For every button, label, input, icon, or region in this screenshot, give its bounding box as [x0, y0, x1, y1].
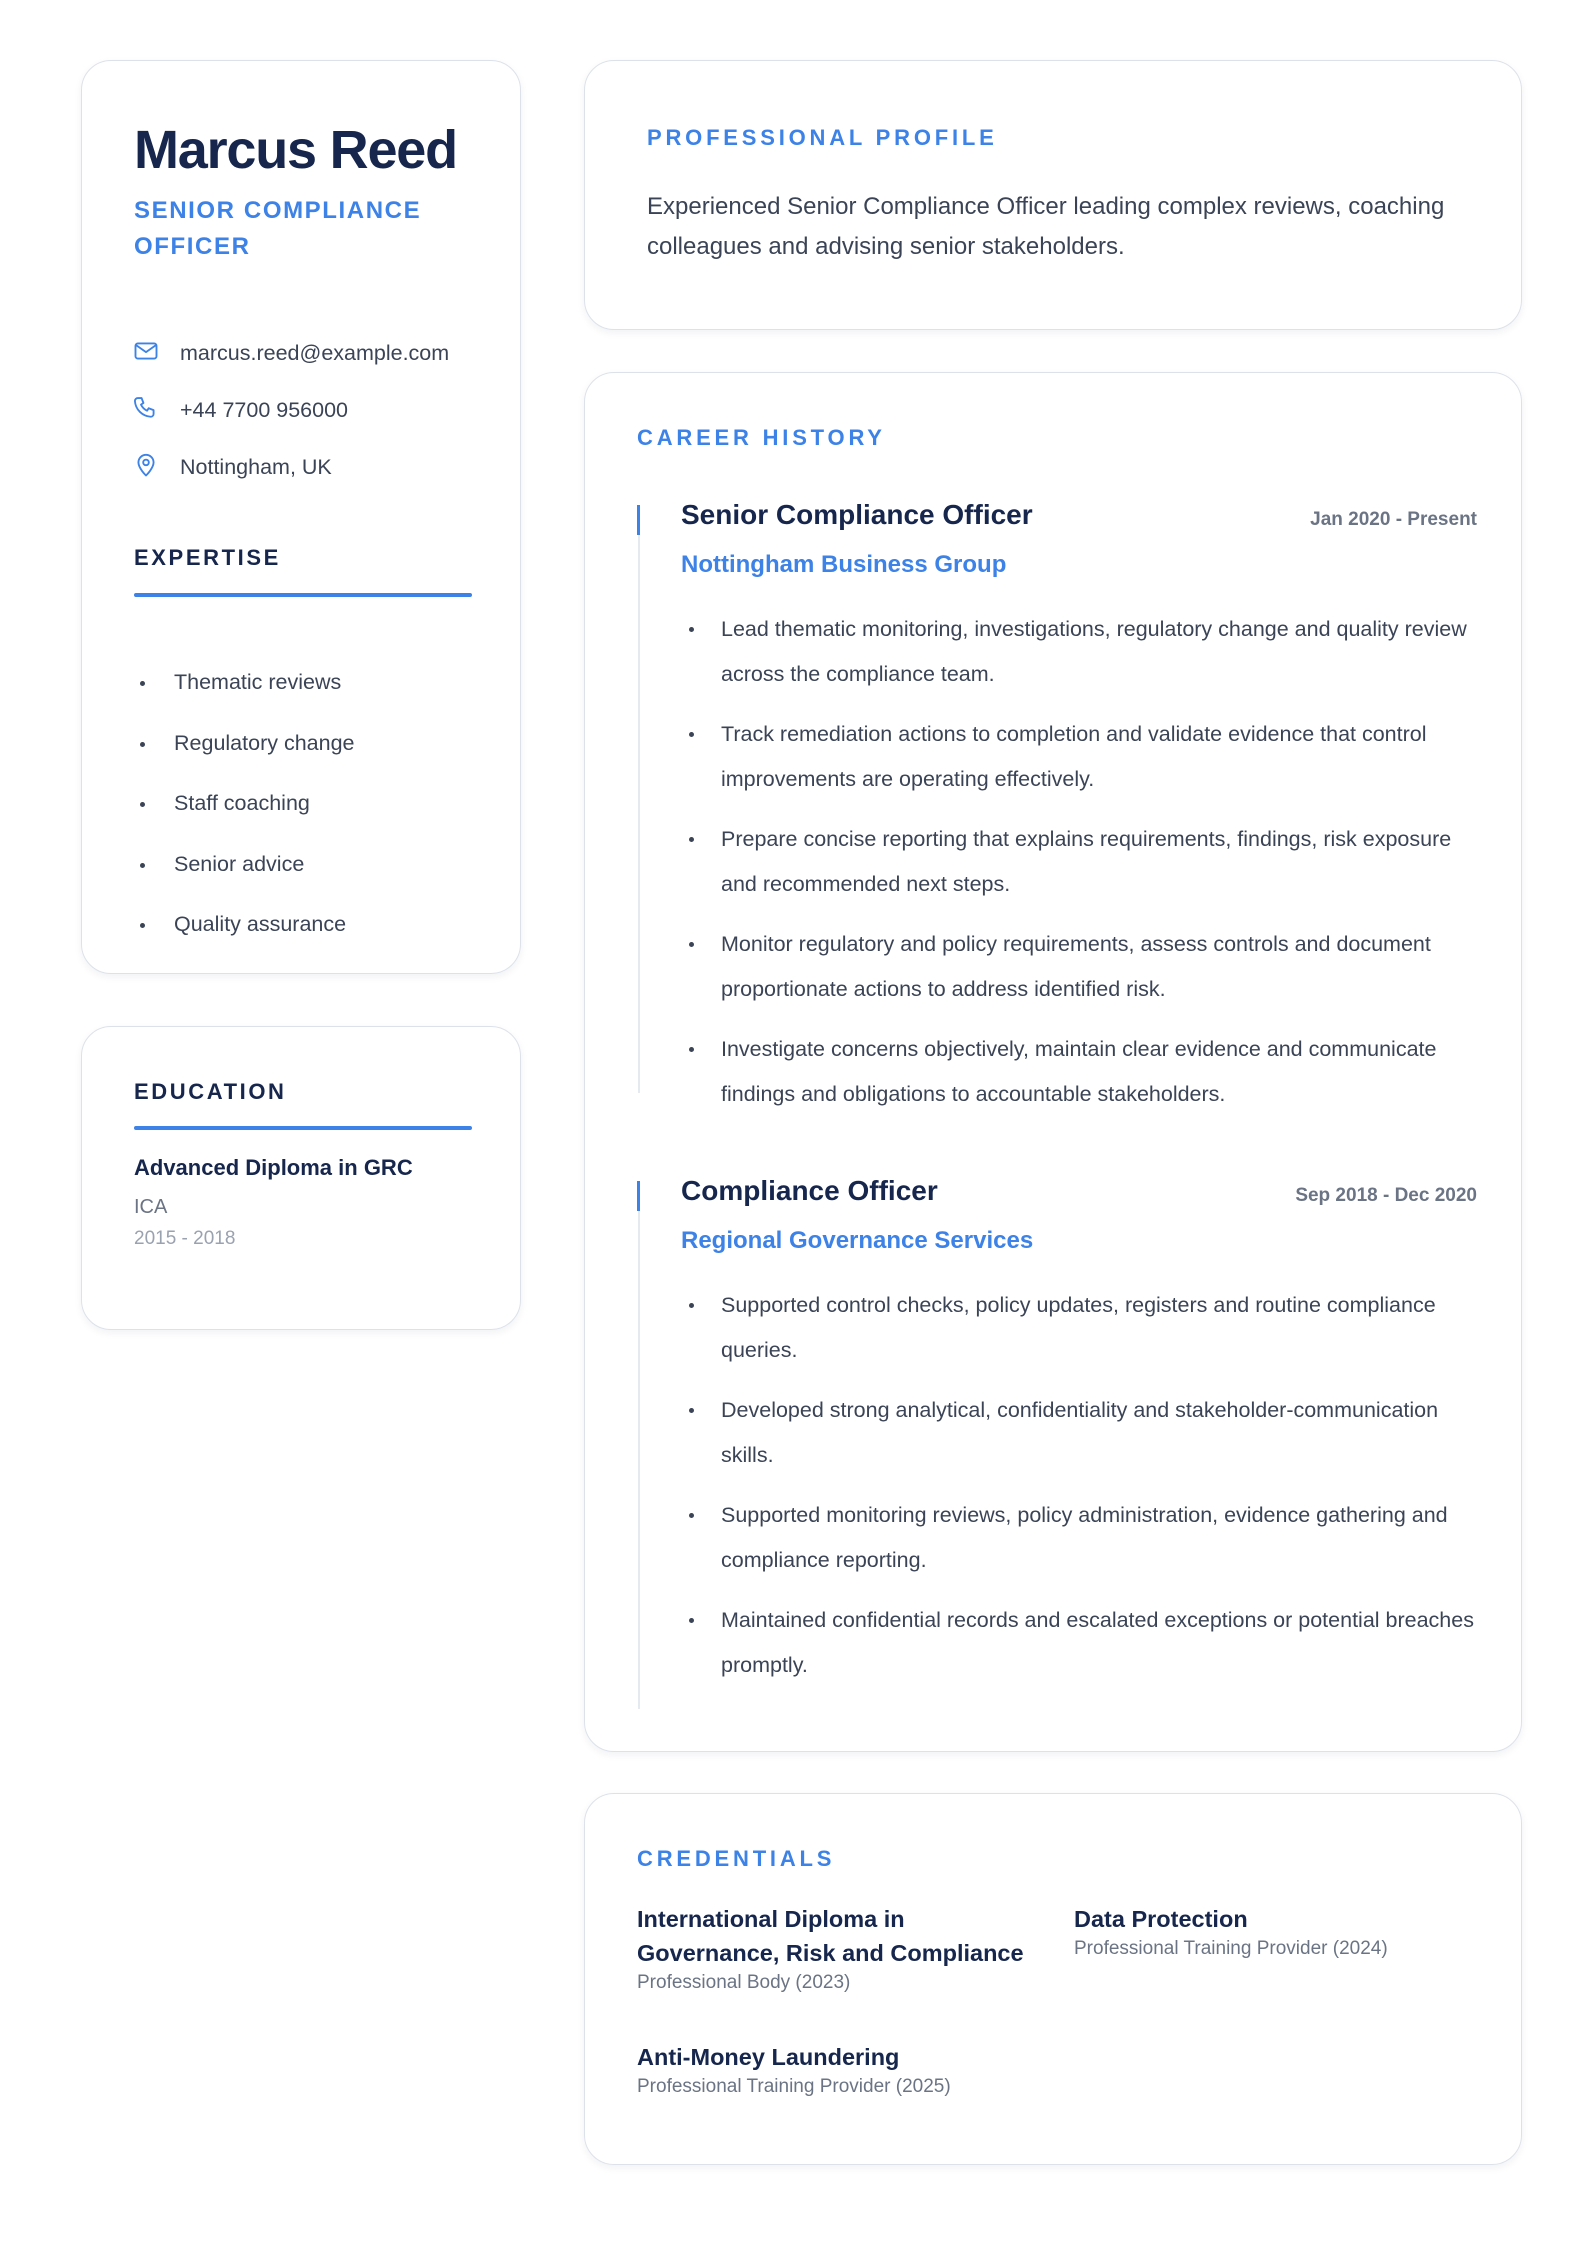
phone-icon: [132, 394, 180, 428]
credential-item: [637, 2040, 1037, 2098]
job-timeline-line: [638, 535, 640, 1093]
contact-phone[interactable]: [132, 382, 492, 439]
job-title: Compliance Officer: [681, 1175, 938, 1206]
contact-location-text: Nottingham, UK: [180, 455, 332, 479]
expertise-heading: EXPERTISE: [134, 545, 281, 570]
contact-phone-text: +44 7700 956000: [180, 398, 348, 422]
job-bullets: [681, 607, 1477, 1132]
job-bullet: Track remediation actions to completion and validate evidence that control improvements are operating effectively.: [681, 712, 1477, 801]
expertise-item: Senior advice: [134, 852, 464, 913]
credential-meta: Professional Body (2023): [637, 1972, 851, 1993]
mail-icon: [132, 337, 180, 371]
expertise-item: Regulatory change: [134, 731, 464, 792]
credential-name: Data Protection: [1074, 1906, 1248, 1932]
job-company: Regional Governance Services: [681, 1227, 1034, 1254]
location-pin-icon: [132, 451, 180, 485]
job-dates: Sep 2018 - Dec 2020: [1295, 1185, 1477, 1206]
job-bullet: Prepare concise reporting that explains requirements, findings, risk exposure and recommended next steps.: [681, 817, 1477, 906]
credential-meta: Professional Training Provider (2024): [1074, 1938, 1388, 1959]
expertise-list: [134, 670, 464, 973]
job-bullets: [681, 1283, 1477, 1703]
summary-heading: PROFESSIONAL PROFILE: [647, 125, 998, 150]
credential-name: Anti-Money Laundering: [637, 2044, 900, 2070]
job-bullet: Supported monitoring reviews, policy administration, evidence gathering and compliance reporting.: [681, 1493, 1477, 1582]
job-bullet: Developed strong analytical, confidentiality and stakeholder-communication skills.: [681, 1388, 1477, 1477]
candidate-name: Marcus Reed: [134, 120, 457, 180]
education-heading: EDUCATION: [134, 1079, 287, 1104]
education-card: [81, 1026, 521, 1330]
contact-email-text: marcus.reed@example.com: [180, 341, 450, 365]
job-bullet: Supported control checks, policy updates, registers and routine compliance queries.: [681, 1283, 1477, 1372]
job-bullet: Investigate concerns objectively, maintain clear evidence and communicate findings and obligations to accountable stakeholders.: [681, 1027, 1477, 1116]
credential-meta: Professional Training Provider (2025): [637, 2076, 951, 2097]
expertise-divider: [134, 593, 472, 597]
job-bullet: Monitor regulatory and policy requirements, assess controls and document proportionate actions to address identified risk.: [681, 922, 1477, 1011]
expertise-item: Staff coaching: [134, 791, 464, 852]
education-years: 2015 - 2018: [134, 1228, 236, 1249]
credential-item: [1074, 1902, 1474, 1960]
profile-card: [81, 60, 521, 974]
credentials-heading: CREDENTIALS: [637, 1846, 836, 1871]
job-bullet: Lead thematic monitoring, investigations, regulatory change and quality review across the compliance team.: [681, 607, 1477, 696]
education-degree: Advanced Diploma in GRC: [134, 1155, 413, 1180]
job-dates: Jan 2020 - Present: [1310, 509, 1477, 530]
job-title: Senior Compliance Officer: [681, 499, 1033, 530]
job-accent-bar: [637, 1181, 640, 1211]
career-heading: CAREER HISTORY: [637, 425, 886, 450]
job-company: Nottingham Business Group: [681, 551, 1007, 578]
education-school: ICA: [134, 1196, 168, 1218]
contact-email[interactable]: [132, 325, 492, 382]
candidate-role: SENIOR COMPLIANCE OFFICER: [134, 197, 422, 260]
job-bullet: Maintained confidential records and escalated exceptions or potential breaches promptly.: [681, 1598, 1477, 1687]
credential-name: International Diploma in Governance, Risk and Compliance: [637, 1906, 1024, 1966]
education-divider: [134, 1126, 472, 1130]
expertise-item: Thematic reviews: [134, 670, 464, 731]
contact-list: [132, 325, 492, 496]
summary-text: Experienced Senior Compliance Officer leading complex reviews, coaching colleagues and advising senior stakeholders.: [647, 193, 1445, 260]
job-accent-bar: [637, 505, 640, 535]
credential-item: [637, 1902, 1037, 1994]
career-card: [584, 372, 1522, 1752]
expertise-item: Quality assurance: [134, 912, 464, 973]
summary-card: [584, 60, 1522, 330]
credentials-card: [584, 1793, 1522, 2165]
contact-location: [132, 439, 492, 496]
job-timeline-line: [638, 1211, 640, 1709]
